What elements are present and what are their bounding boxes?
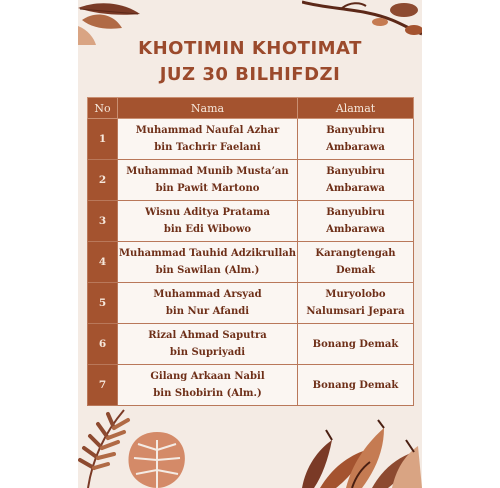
address-cell: [298, 160, 414, 201]
name-line: Muhammad Naufal Azhar: [135, 125, 280, 136]
header-nama: Nama: [118, 98, 298, 119]
father-line: bin Shobirin (Alm.): [153, 388, 262, 399]
name-cell: [118, 324, 298, 365]
address-line-2: Nalumsari Jepara: [306, 306, 405, 317]
address-line: Banyubiru: [326, 166, 385, 177]
name-line: Gilang Arkaan Nabil: [150, 371, 265, 382]
address-cell: [298, 201, 414, 242]
name-line: Muhammad Arsyad: [153, 289, 262, 300]
father-line: bin Tachrir Faelani: [154, 142, 261, 153]
row-number: 1: [88, 119, 118, 160]
address-line-2: Ambarawa: [326, 183, 385, 194]
address-line: Muryolobo: [325, 289, 386, 300]
address-line: Bonang Demak: [312, 338, 399, 350]
table-row: [88, 283, 414, 324]
address-cell: [298, 365, 414, 406]
father-line: bin Nur Afandi: [165, 306, 250, 317]
address-line-2: Ambarawa: [326, 224, 385, 235]
address-cell: [298, 283, 414, 324]
name-line: Muhammad Munib Musta’an: [126, 166, 289, 177]
address-cell: [298, 324, 414, 365]
row-number: 4: [88, 242, 118, 283]
address-line: Banyubiru: [326, 207, 385, 218]
name-cell: [118, 201, 298, 242]
name-cell: [118, 283, 298, 324]
father-line: bin Sawilan (Alm.): [155, 265, 260, 276]
address-cell: [298, 242, 414, 283]
address-line: Karangtengah: [315, 248, 396, 259]
row-number: 2: [88, 160, 118, 201]
address-line-2: Ambarawa: [326, 142, 385, 153]
father-line: bin Pawit Martono: [155, 183, 260, 194]
row-number: 6: [88, 324, 118, 365]
table-row: [88, 242, 414, 283]
page-title: KHOTIMIN KHOTIMAT: [138, 38, 362, 59]
address-line: Banyubiru: [326, 125, 385, 136]
page-subtitle: JUZ 30 BILHIFDZI: [159, 64, 341, 85]
table-row: [88, 324, 414, 365]
top-right-branch-icon: [302, 0, 422, 40]
address-line: Bonang Demak: [312, 379, 399, 391]
table-row: [88, 160, 414, 201]
header-no: No: [88, 98, 118, 119]
address-cell: [298, 119, 414, 160]
row-number: 5: [88, 283, 118, 324]
khotimin-table: [87, 97, 414, 406]
name-line: Muhammad Tauhid Adzikrullah: [118, 248, 297, 259]
father-line: bin Edi Wibowo: [163, 224, 252, 235]
name-line: Rizal Ahmad Saputra: [148, 330, 267, 341]
name-cell: [118, 365, 298, 406]
name-line: Wisnu Aditya Pratama: [145, 207, 270, 218]
header-alamat: Alamat: [298, 98, 414, 119]
table-header-row: [88, 98, 414, 119]
bottom-right-leaves-icon: [292, 410, 422, 488]
row-number: 7: [88, 365, 118, 406]
table-row: [88, 365, 414, 406]
name-cell: [118, 119, 298, 160]
name-cell: [118, 160, 298, 201]
poster: [78, 0, 422, 488]
father-line: bin Supriyadi: [169, 347, 246, 358]
name-cell: [118, 242, 298, 283]
bottom-left-monstera-icon: [126, 430, 188, 488]
table-row: [88, 201, 414, 242]
table-row: [88, 119, 414, 160]
row-number: 3: [88, 201, 118, 242]
address-line-2: Demak: [335, 265, 376, 276]
